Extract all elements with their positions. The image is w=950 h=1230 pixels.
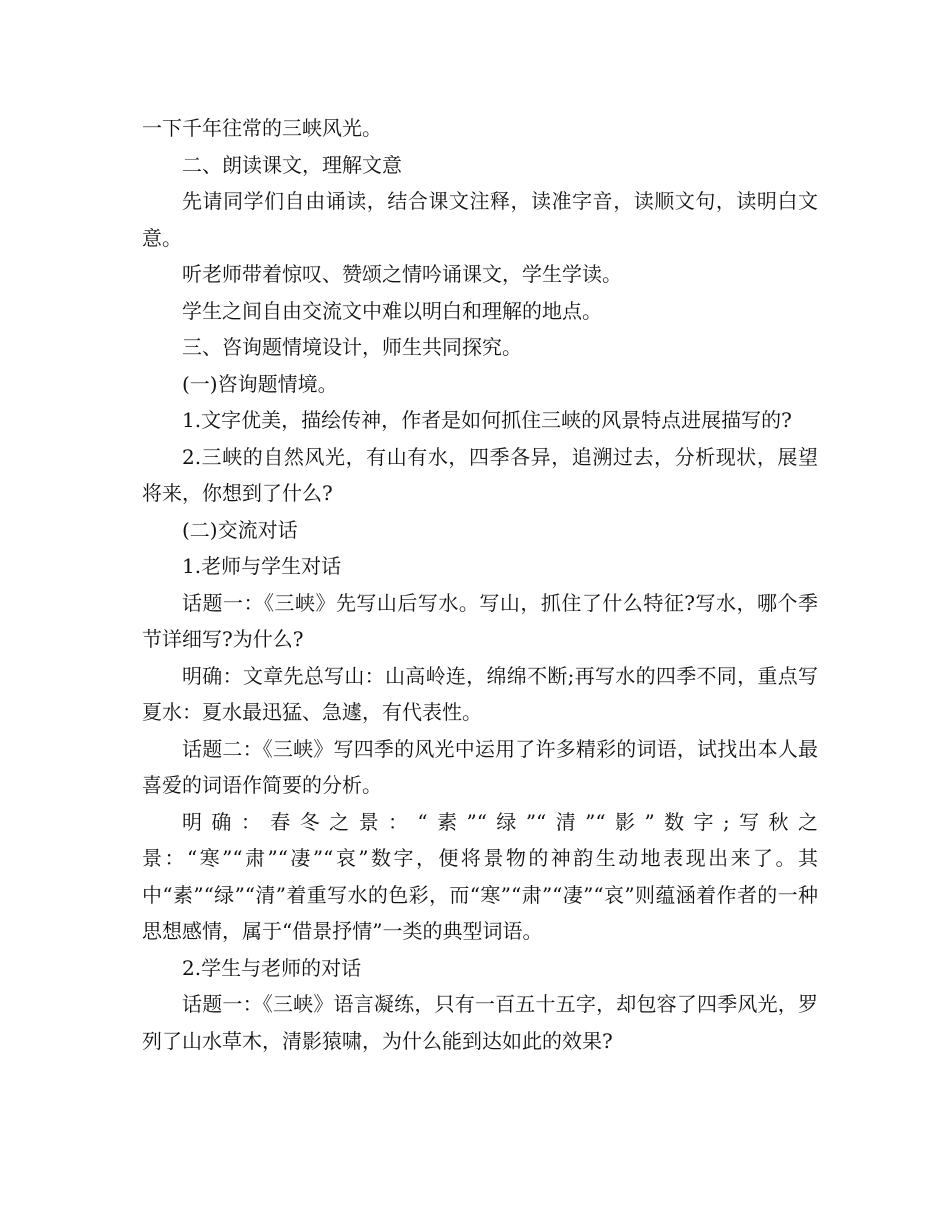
question-1: 1.文字优美，描绘传神，作者是如何抓住三峡的风景特点进展描写的? (182, 408, 792, 432)
paragraph-3: 先请同学们自由诵读，结合课文注释，读准字音，读顺文句，读明白文意。 (142, 189, 818, 250)
paragraph-1: 一下千年往常的三峡风光。 (142, 116, 382, 140)
paragraph-4: 听老师带着惊叹、赞颂之情吟诵课文，学生学读。 (182, 262, 622, 286)
topic-1: 话题一：《三峡》先写山后写水。写山，抓住了什么特征?写水，哪个季节详细写?为什么? (142, 590, 818, 651)
document-body (142, 110, 818, 1059)
dialogue-heading-1: 1.老师与学生对话 (182, 554, 342, 578)
subsection-heading-1: (一)咨询题情境。 (182, 371, 338, 396)
dialogue-heading-2: 2.学生与老师的对话 (182, 955, 362, 980)
topic-3: 话题一：《三峡》语言凝练，只有一百五十五字，却包容了四季风光，罗列了山水草木，清影猿啸，为什么能到达如此的效果? (142, 992, 818, 1053)
paragraph-5: 学生之间自由交流文中难以明白和理解的地点。 (182, 298, 602, 323)
topic-2: 话题二：《三峡》写四季的风光中运用了许多精彩的词语，试找出本人最喜爱的词语作简要的分析。 (142, 736, 818, 797)
answer-1: 明确：文章先总写山：山高岭连，绵绵不断;再写水的四季不同，重点写夏水：夏水最迅猛、急遽，有代表性。 (142, 663, 818, 724)
subsection-heading-2: (二)交流对话 (182, 517, 298, 542)
section-heading-questions: 三、咨询题情境设计，师生共同探究。 (182, 335, 522, 359)
section-heading-reading: 二、朗读课文，理解文意 (182, 152, 402, 177)
answer-2: 明确：春冬之景：“素”“绿”“清”“影”数字;写秋之景：“寒”“肃”“凄”“哀”数字，便将景物的神韵生动地表现出来了。其中“素”“绿”“清”着重写水的色彩，而“寒”“肃”“凄”“哀”则蕴涵着作者的一种思想感情，属于“借景抒情”一类的典型词语。 (142, 809, 818, 943)
question-2: 2.三峡的自然风光，有山有水，四季各异，追溯过去，分析现状，展望将来，你想到了什么? (142, 444, 818, 505)
